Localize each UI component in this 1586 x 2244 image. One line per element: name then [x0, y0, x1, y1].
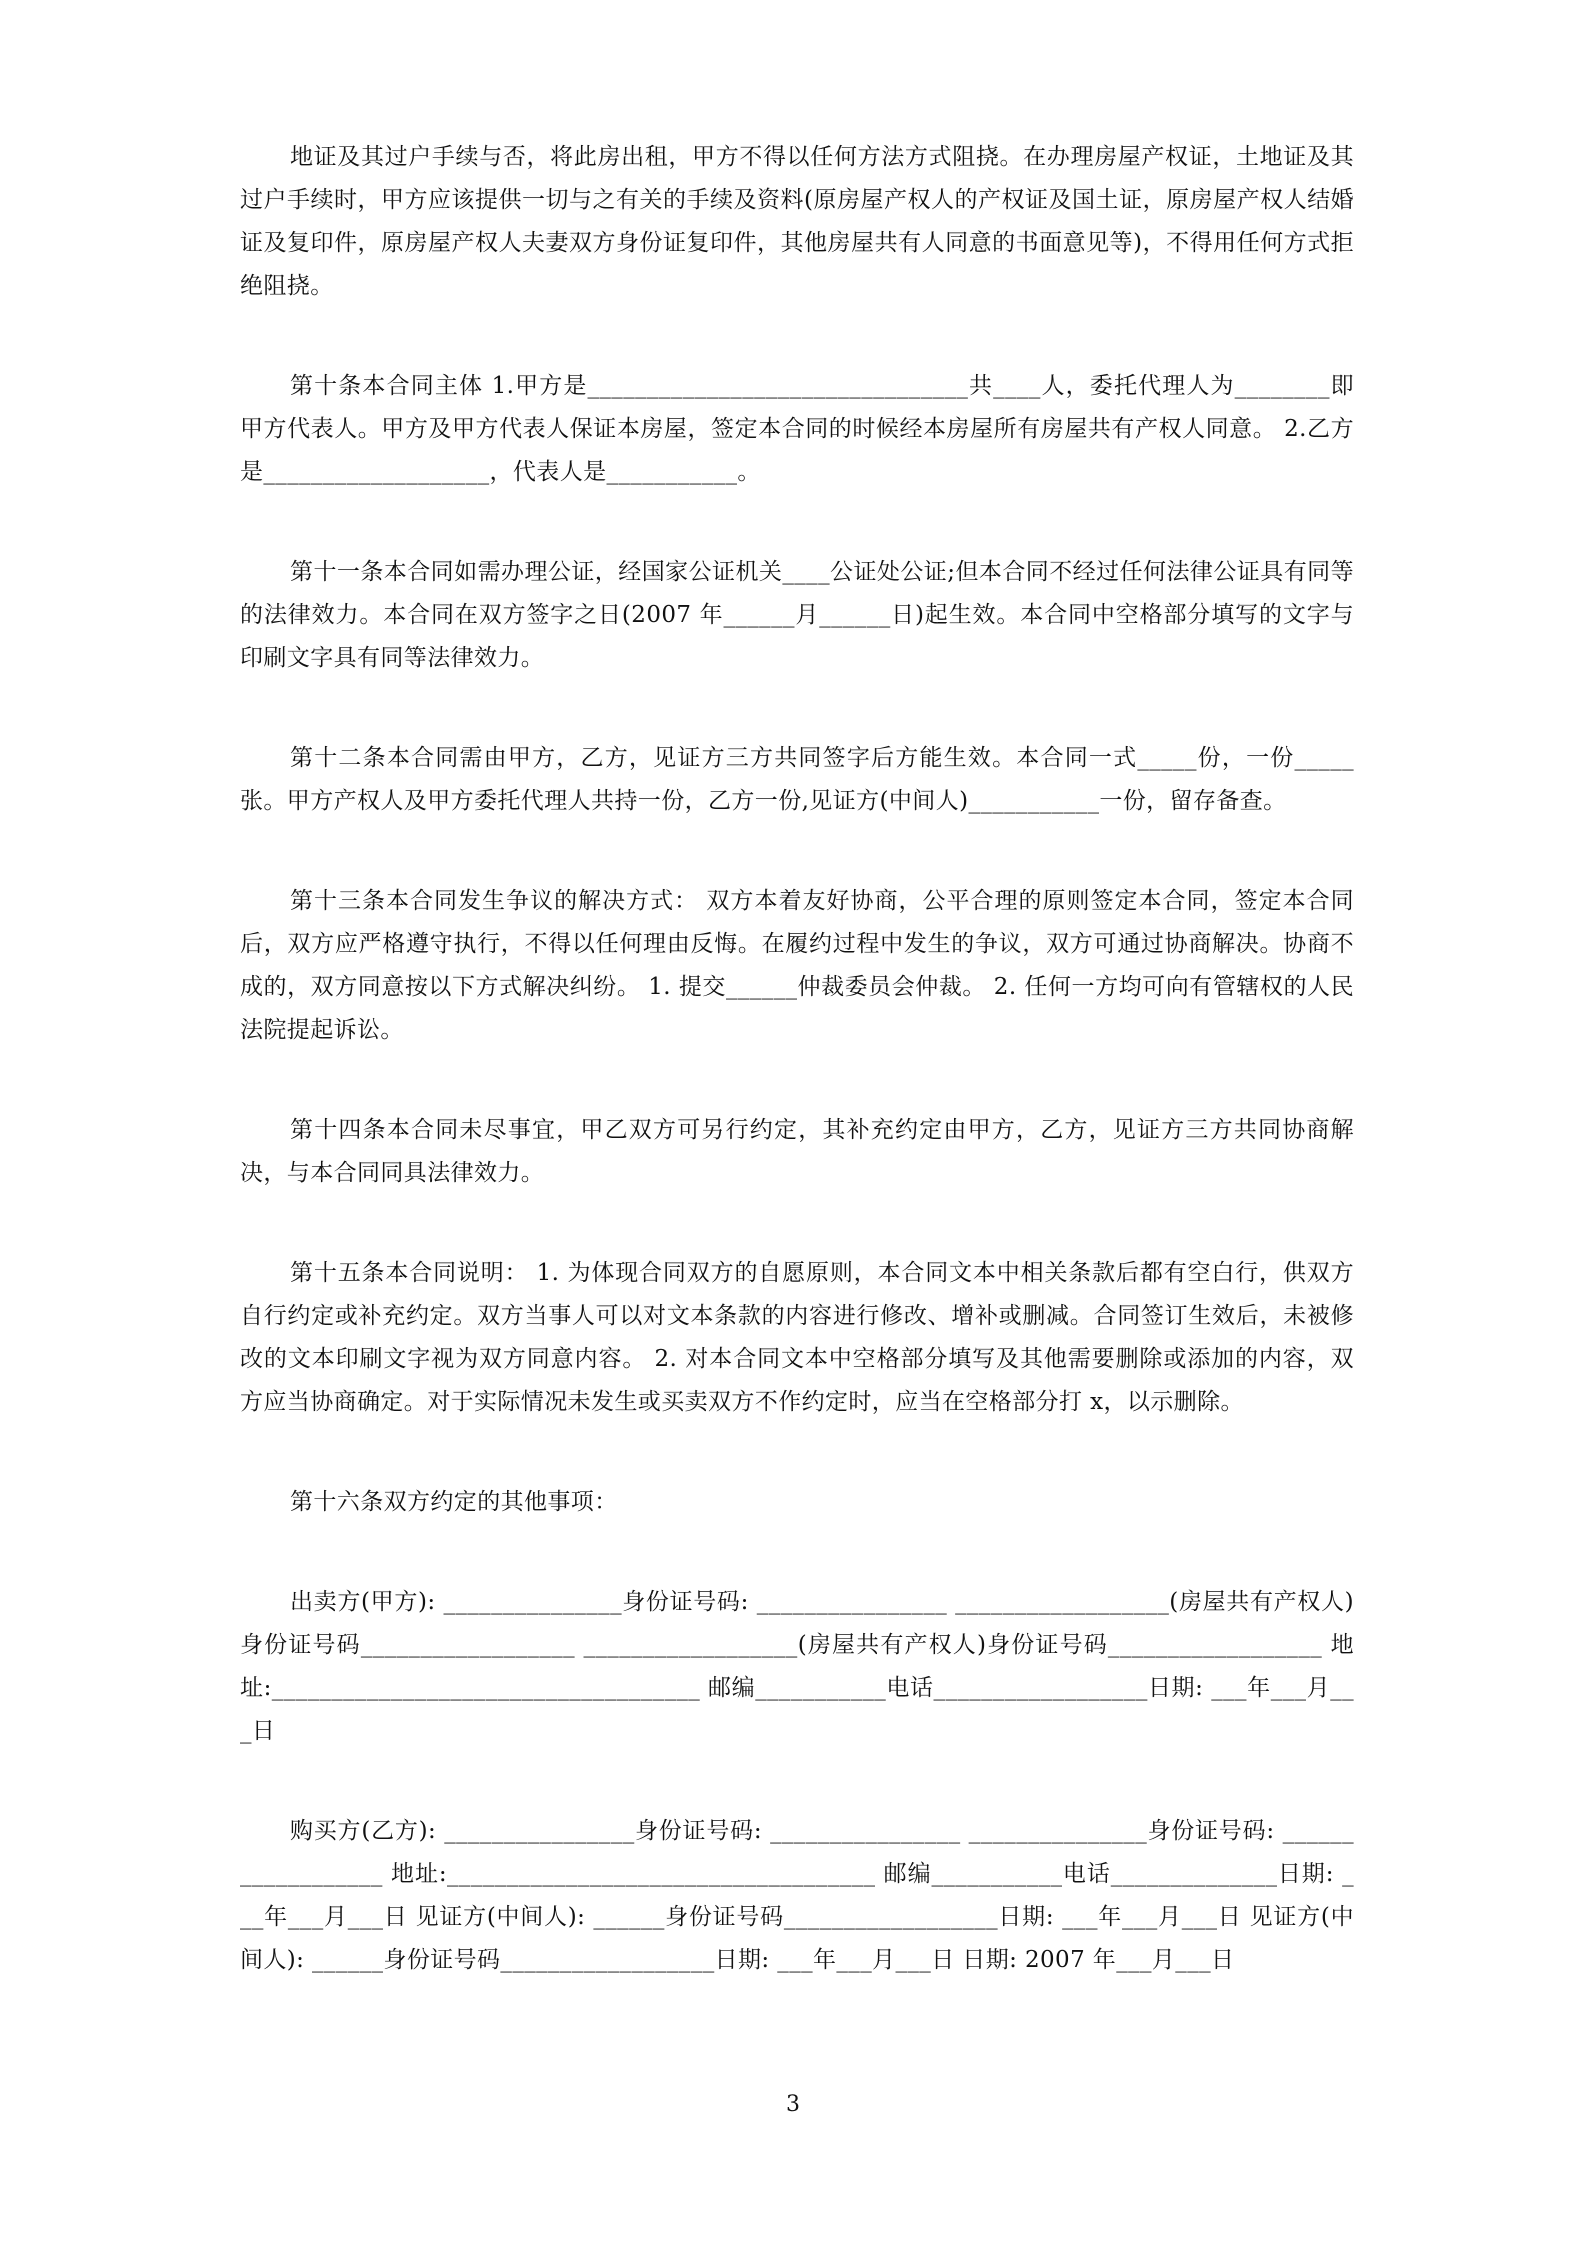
- article-15-paragraph: 第十五条本合同说明： 1. 为体现合同双方的自愿原则，本合同文本中相关条款后都有空白行，供双方自行约定或补充约定。双方当事人可以对文本条款的内容进行修改、增补或删减。合同签订生效后，未被修改的文本印刷文字视为双方同意内容。 2. 对本合同文本中空格部分填写及其他需要删除或添加的内容，双方应当协商确定。对于实际情况未发生或买卖双方不作约定时，应当在空格部分打 x，以示删除。: [240, 1260, 1354, 1415]
- article-16-paragraph: 第十六条双方约定的其他事项：: [290, 1489, 618, 1515]
- seller-signature-block: 出卖方(甲方): _______________身份证号码: ________________ __________________(房屋共有产权人)身份证号码__________________ __________________(房屋共有产权人)身份证号码__________________ 地址:____________________________________ 邮编___________电话__________________日期: ___年___月___日: [240, 1589, 1354, 1744]
- article-11-paragraph: 第十一条本合同如需办理公证，经国家公证机关____公证处公证;但本合同不经过任何法律公证具有同等的法律效力。本合同在双方签字之日(2007 年______月______日)起生效。本合同中空格部分填写的文字与印刷文字具有同等法律效力。: [240, 559, 1354, 671]
- paragraph-continuation: 地证及其过户手续与否，将此房出租，甲方不得以任何方法方式阻挠。在办理房屋产权证，土地证及其过户手续时，甲方应该提供一切与之有关的手续及资料(原房屋产权人的产权证及国土证，原房屋产权人结婚证及复印件，原房屋产权人夫妻双方身份证复印件，其他房屋共有人同意的书面意见等)，不得用任何方式拒绝阻挠。: [240, 144, 1354, 299]
- article-13-paragraph: 第十三条本合同发生争议的解决方式： 双方本着友好协商，公平合理的原则签定本合同，签定本合同后，双方应严格遵守执行，不得以任何理由反悔。在履约过程中发生的争议，双方可通过协商解决。协商不成的，双方同意按以下方式解决纠纷。 1. 提交______仲裁委员会仲裁。 2. 任何一方均可向有管辖权的人民法院提起诉讼。: [240, 888, 1354, 1043]
- buyer-signature-block: 购买方(乙方): ________________身份证号码: ________________ _______________身份证号码: __________________ 地址:____________________________________ 邮编___________电话______________日期: ___年___月___日 见证方(中间人): ______身份证号码__________________日期: ___年___月___日 见证方(中间人): ______身份证号码__________________日期: ___年___月___日 日期: 2007 年___月___日: [240, 1818, 1354, 1973]
- article-10-paragraph: 第十条本合同主体 1.甲方是________________________________共____人，委托代理人为________即甲方代表人。甲方及甲方代表人保证本房屋，签定本合同的时候经本房屋所有房屋共有产权人同意。 2.乙方是___________________，代表人是___________。: [240, 373, 1354, 485]
- page-number: 3: [786, 2092, 800, 2117]
- article-12-paragraph: 第十二条本合同需由甲方，乙方，见证方三方共同签字后方能生效。本合同一式_____份，一份_____张。甲方产权人及甲方委托代理人共持一份，乙方一份,见证方(中间人)___________一份，留存备查。: [240, 745, 1354, 814]
- article-14-paragraph: 第十四条本合同未尽事宜，甲乙双方可另行约定，其补充约定由甲方，乙方，见证方三方共同协商解决，与本合同同具法律效力。: [240, 1117, 1354, 1186]
